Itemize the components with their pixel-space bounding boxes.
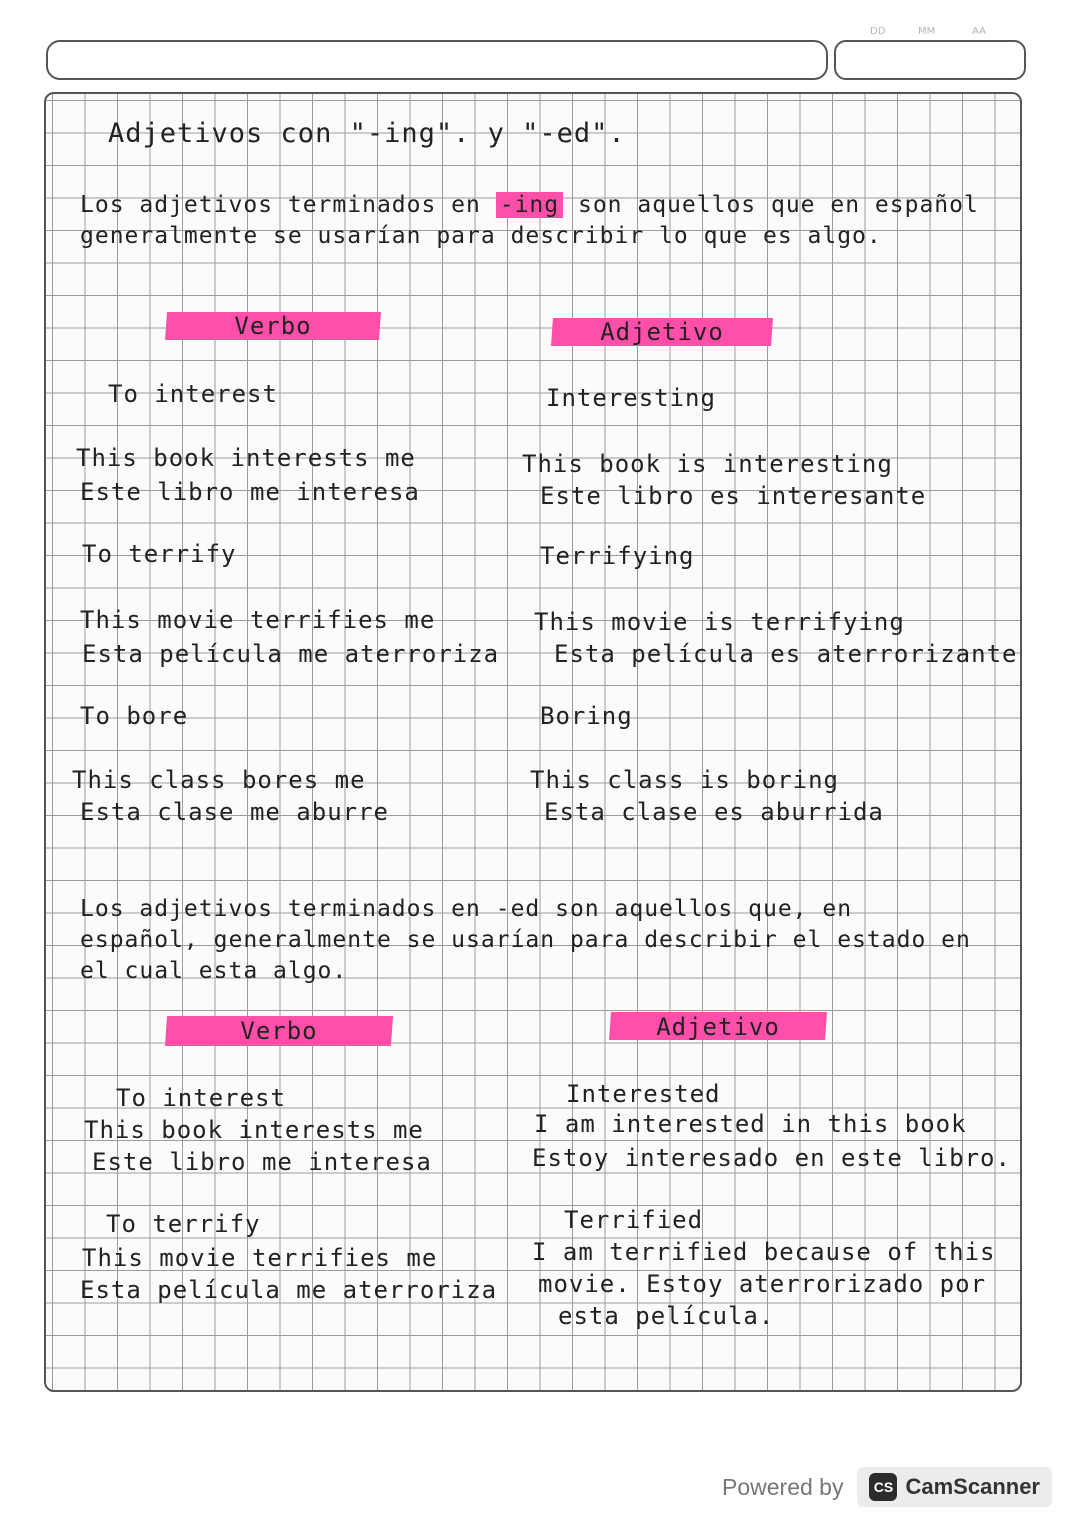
s2-adj-row-0: Interested <box>566 1080 721 1108</box>
s1-verb-row-0: To interest <box>108 380 278 408</box>
powered-by-text: Powered by <box>722 1473 844 1500</box>
date-label-aa: AA <box>972 26 986 37</box>
s1-adj-row-3: Terrifying <box>540 542 695 570</box>
s1-adj-row-4: This movie is terrifying <box>534 608 905 636</box>
s1-verb-row-4: This movie terrifies me <box>80 606 436 634</box>
s2-adj-row-5: movie. Estoy aterrorizado por <box>538 1270 987 1298</box>
s1-verb-row-5: Esta película me aterroriza <box>82 640 500 668</box>
s2-verb-row-2: Este libro me interesa <box>92 1148 432 1176</box>
s1-verb-row-1: This book interests me <box>76 444 416 472</box>
column-header-adj-1: Adjetivo <box>600 318 724 346</box>
page-title: Adjetivos con "-ing". y "-ed". <box>108 118 626 149</box>
section2-intro: Los adjetivos terminados en -ed son aquellos que, en español, generalmente se usarían para describir el estado en el cual esta algo. <box>80 896 971 984</box>
s1-verb-row-3: To terrify <box>82 540 237 568</box>
s2-adj-row-2: Estoy interesado en este libro. <box>532 1144 1011 1172</box>
s1-adj-row-6: Boring <box>540 702 633 730</box>
date-label-mm: MM <box>918 26 936 37</box>
s2-verb-row-3: To terrify <box>106 1210 261 1238</box>
s1-adj-row-7: This class is boring <box>530 766 839 794</box>
camscanner-icon: CS <box>869 1473 897 1501</box>
s2-adj-row-4: I am terrified because of this <box>532 1238 996 1266</box>
s2-adj-row-6: esta película. <box>558 1302 775 1330</box>
date-label-dd: DD <box>870 26 886 37</box>
column-header-adj-2: Adjetivo <box>656 1013 780 1041</box>
camscanner-brand: CamScanner <box>905 1474 1040 1499</box>
s1-verb-row-6: To bore <box>80 702 189 730</box>
s1-adj-row-2: Este libro es interesante <box>540 482 927 510</box>
s2-verb-row-0: To interest <box>116 1084 286 1112</box>
grid-paper-page <box>44 92 1022 1392</box>
section1-intro-after: son aquellos que en español generalmente se usarían para describir lo que es algo. <box>80 192 979 249</box>
s2-verb-row-1: This book interests me <box>84 1116 424 1144</box>
s2-verb-row-5: Esta película me aterroriza <box>80 1276 498 1304</box>
s1-adj-row-1: This book is interesting <box>522 450 893 478</box>
camscanner-watermark <box>722 1465 1052 1509</box>
section1-intro-before: Los adjetivos terminados en <box>80 192 496 218</box>
s1-adj-row-5: Esta película es aterrorizante <box>554 640 1018 668</box>
s2-adj-row-1: I am interested in this book <box>534 1110 967 1138</box>
section1-intro-highlight: -ing <box>496 192 563 218</box>
s1-adj-row-8: Esta clase es aburrida <box>544 798 884 826</box>
notebook-date-box <box>834 40 1026 80</box>
column-header-verb-2: Verbo <box>240 1017 318 1045</box>
s2-verb-row-4: This movie terrifies me <box>82 1244 438 1272</box>
s1-verb-row-7: This class bores me <box>72 766 366 794</box>
s1-verb-row-2: Este libro me interesa <box>80 478 420 506</box>
camscanner-logo <box>857 1467 1052 1507</box>
column-header-verb-1: Verbo <box>234 312 312 340</box>
s1-adj-row-0: Interesting <box>546 384 716 412</box>
notebook-header-bar <box>46 40 828 80</box>
s1-verb-row-8: Esta clase me aburre <box>80 798 389 826</box>
s2-adj-row-3: Terrified <box>564 1206 704 1234</box>
section1-intro <box>80 190 980 252</box>
